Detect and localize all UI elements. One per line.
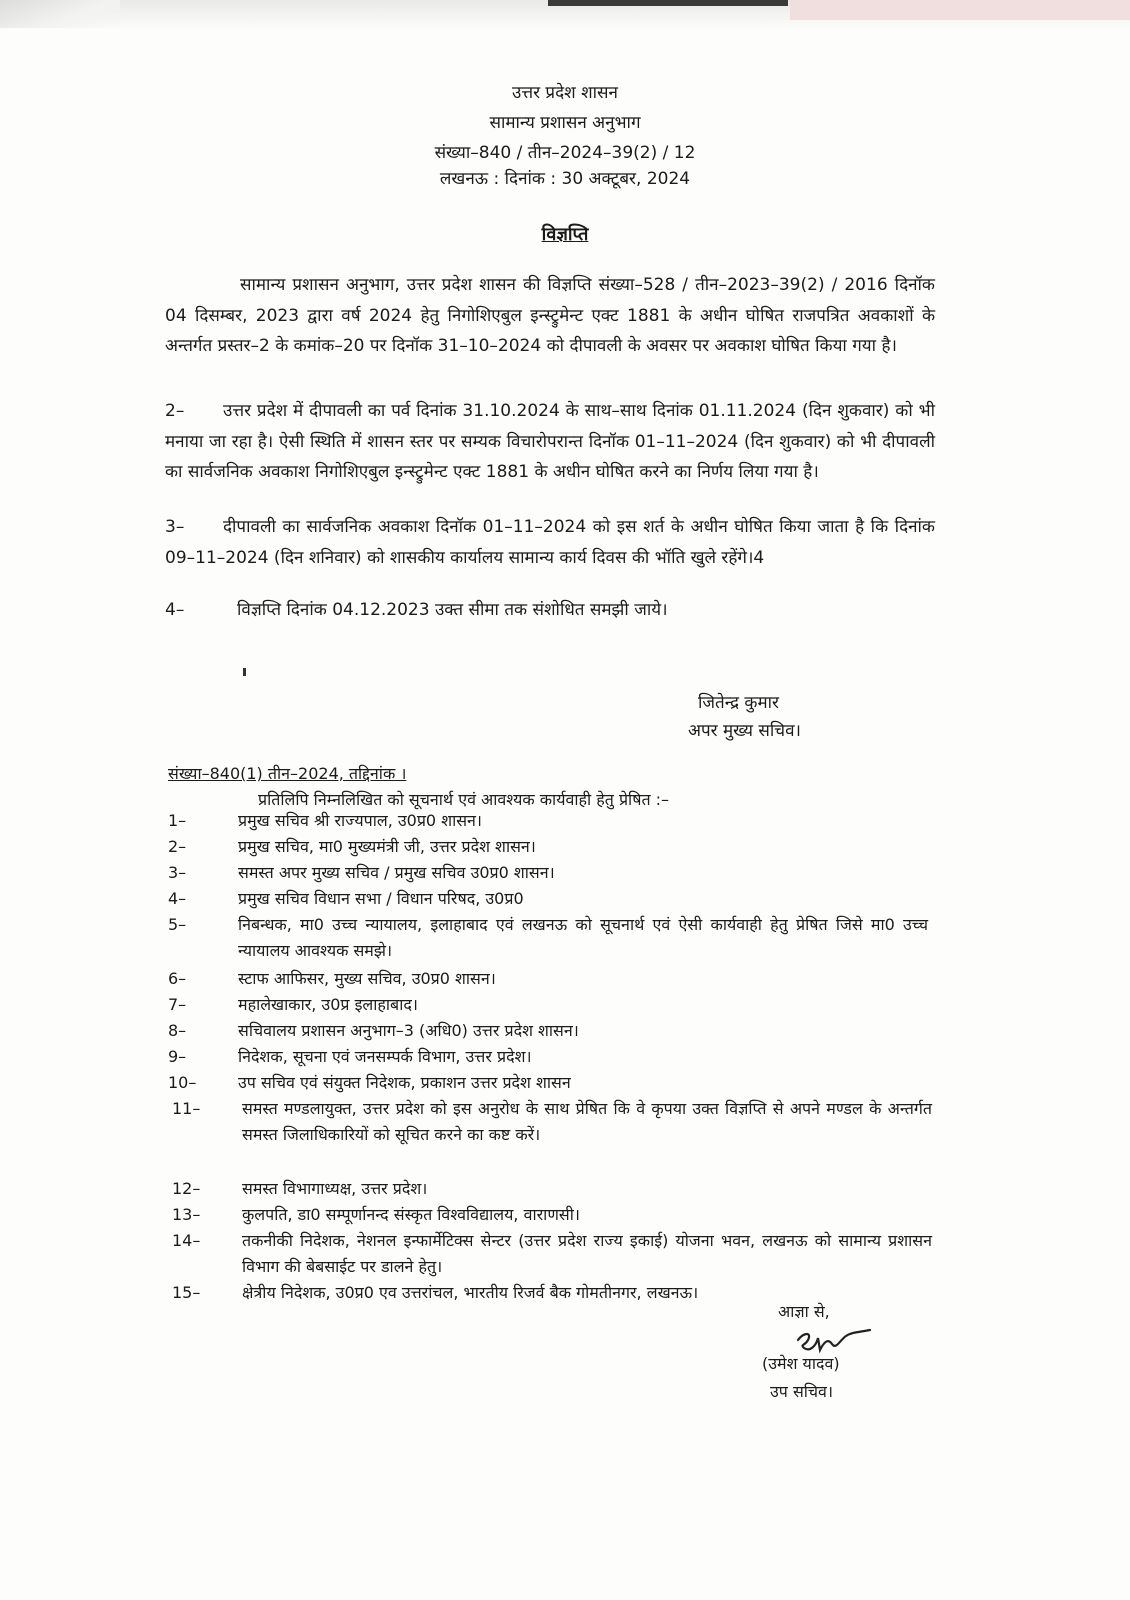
copy-list-item: [168, 808, 948, 834]
copy-item-text: क्षेत्रीय निदेशक, उ0प्र0 एव उत्तरांचल, भारतीय रिजर्व बैक गोमतीनगर, लखनऊ।: [242, 1283, 699, 1302]
copy-list-item: [168, 1044, 948, 1070]
copy-item-number: 15–: [172, 1283, 201, 1302]
copy-item-text: समस्त मण्डलायुक्त, उत्तर प्रदेश को इस अनुरोध के साथ प्रेषित कि वे कृपया उक्त विज्ञप्ति से अपने मण्डल के अन्तर्गत समस्त जिलाधिकारियों को सूचित करने का कष्ट करें।: [242, 1099, 932, 1144]
copy-item-number: 5–: [168, 915, 187, 934]
copy-intro: प्रतिलिपि निम्नलिखित को सूचनार्थ एवं आवश्यक कार्यवाही हेतु प्रेषित :–: [258, 790, 670, 809]
copy-item-number: 6–: [168, 969, 187, 988]
copy-item-number: 13–: [172, 1205, 201, 1224]
copy-item-text: तकनीकी निदेशक, नेशनल इन्फार्मेटिक्स सेन्टर (उत्तर प्रदेश राज्य इकाई) योजना भवन, लखनऊ को सामान्य प्रशासन विभाग की बेबसाईट पर डालने हेतु।: [242, 1231, 932, 1276]
copy-item-text: समस्त विभागाध्यक्ष, उत्तर प्रदेश।: [242, 1179, 428, 1198]
copy-list-item: [172, 1280, 952, 1306]
copy-item-text: प्रमुख सचिव, मा0 मुख्यमंत्री जी, उत्तर प्रदेश शासन।: [238, 837, 536, 856]
copy-item-text: उप सचिव एवं संयुक्त निदेशक, प्रकाशन उत्तर प्रदेश शासन: [238, 1073, 571, 1092]
header-section: सामान्य प्रशासन अनुभाग: [489, 113, 641, 133]
paragraph-4-number: 4–: [165, 600, 185, 620]
copy-item-text: निदेशक, सूचना एवं जनसम्पर्क विभाग, उत्तर प्रदेश।: [238, 1047, 532, 1066]
copy-list-item: [172, 1096, 952, 1174]
copy-item-number: 11–: [172, 1099, 201, 1118]
paragraph-3-number: 3–: [165, 517, 185, 537]
copy-list-item: [168, 1070, 948, 1096]
copy-list-item: [168, 1018, 948, 1044]
copy-list-item: [168, 992, 948, 1018]
deputy-secretary-name: (उमेश यादव): [762, 1354, 840, 1373]
header-date: लखनऊ : दिनांक : 30 अक्टूबर, 2024: [439, 169, 691, 189]
copy-list-item: [168, 834, 948, 860]
notice-title: विज्ञप्ति: [541, 224, 589, 245]
signatory-name: जितेन्द्र कुमार: [698, 693, 779, 713]
scan-top-edge: [0, 0, 1130, 30]
copy-list-item: [168, 886, 948, 912]
copy-item-text: कुलपति, डा0 सम्पूर्णानन्द संस्कृत विश्वविद्यालय, वाराणसी।: [242, 1205, 580, 1224]
copy-reference: संख्या–840(1) तीन–2024, तद्दिनांक ।: [168, 764, 407, 783]
paragraph-2: [165, 396, 935, 488]
copy-list-item: [172, 1202, 952, 1228]
paragraph-2-number: 2–: [165, 401, 185, 421]
paragraph-4-text: विज्ञप्ति दिनांक 04.12.2023 उक्त सीमा तक संशोधित समझी जाये।: [237, 600, 668, 620]
copy-item-text: प्रमुख सचिव विधान सभा / विधान परिषद, उ0प्र0: [238, 889, 524, 908]
copy-list-item: [168, 912, 948, 964]
copy-item-number: 2–: [168, 837, 187, 856]
paragraph-2-text: उत्तर प्रदेश में दीपावली का पर्व दिनांक 31.10.2024 के साथ–साथ दिनांक 01.11.2024 (दिन शुकवार) को भी मनाया जा रहा है। ऐसी स्थिति में शासन स्तर पर सम्यक विचारोपरान्त दिनॉक 01–11–2024 (दिन शुकवार) को भी दीपावली का सार्वजनिक अवकाश निगोशिएबुल इन्स्ट्रुमेन्ट एक्ट 1881 के अधीन घोषित करने का निर्णय लिया गया है।: [165, 401, 935, 482]
copy-item-number: 3–: [168, 863, 187, 882]
copy-item-text: सचिवालय प्रशासन अनुभाग–3 (अधि0) उत्तर प्रदेश शासन।: [238, 1021, 579, 1040]
paragraph-1: सामान्य प्रशासन अनुभाग, उत्तर प्रदेश शासन की विज्ञप्ति संख्या–528 / तीन–2023–39(2) / 2016 दिनॉक 04 दिसम्बर, 2023 द्वारा वर्ष 2024 हेतु निगोशिएबुल इन्स्ट्रुमेन्ट एक्ट 1881 के अधीन घोषित राजपत्रित अवकाशों के अन्तर्गत प्रस्तर–2 के कमांक–20 पर दिनॉक 31–10–2024 को दीपावली के अवसर पर अवकाश घोषित किया गया है।: [165, 275, 935, 356]
copy-item-number: 10–: [168, 1073, 197, 1092]
copy-item-number: 14–: [172, 1231, 201, 1250]
copy-item-text: स्टाफ आफिसर, मुख्य सचिव, उ0प्र0 शासन।: [238, 969, 496, 988]
copy-item-text: महालेखाकार, उ0प्र इलाहाबाद।: [238, 995, 418, 1014]
paragraph-4: [165, 595, 935, 626]
scan-speck: [243, 668, 246, 676]
signatory-designation: अपर मुख्य सचिव।: [688, 721, 801, 741]
copy-list-item: [168, 860, 948, 886]
order-line: आज्ञा से,: [778, 1302, 830, 1321]
copy-item-number: 8–: [168, 1021, 187, 1040]
header-ref-number: संख्या–840 / तीन–2024–39(2) / 12: [434, 143, 696, 163]
copy-item-text: प्रमुख सचिव श्री राज्यपाल, उ0प्र0 शासन।: [238, 811, 482, 830]
copy-item-text: समस्त अपर मुख्य सचिव / प्रमुख सचिव उ0प्र0 शासन।: [238, 863, 555, 882]
paragraph-3-text: दीपावली का सार्वजनिक अवकाश दिनॉक 01–11–2024 को इस शर्त के अधीन घोषित किया जाता है कि दिनांक 09–11–2024 (दिन शनिवार) को शासकीय कार्यालय सामान्य कार्य दिवस की भॉति खुले रहेंगे।4: [165, 517, 935, 568]
deputy-secretary-designation: उप सचिव।: [770, 1382, 834, 1401]
copy-item-number: 12–: [172, 1179, 201, 1198]
copy-item-number: 7–: [168, 995, 187, 1014]
copy-list-item: [172, 1228, 952, 1280]
copy-list-item: [172, 1176, 952, 1202]
copy-list-item: [168, 966, 948, 992]
header-government: उत्तर प्रदेश शासन: [512, 83, 618, 103]
copy-item-number: 4–: [168, 889, 187, 908]
copy-item-number: 1–: [168, 811, 187, 830]
paragraph-3: [165, 512, 935, 573]
copy-item-text: निबन्धक, मा0 उच्च न्यायालय, इलाहाबाद एवं लखनऊ को सूचनार्थ एवं ऐसी कार्यवाही हेतु प्रेषित जिसे मा0 उच्च न्यायालय आवश्यक समझे।: [238, 915, 928, 960]
copy-item-number: 9–: [168, 1047, 187, 1066]
